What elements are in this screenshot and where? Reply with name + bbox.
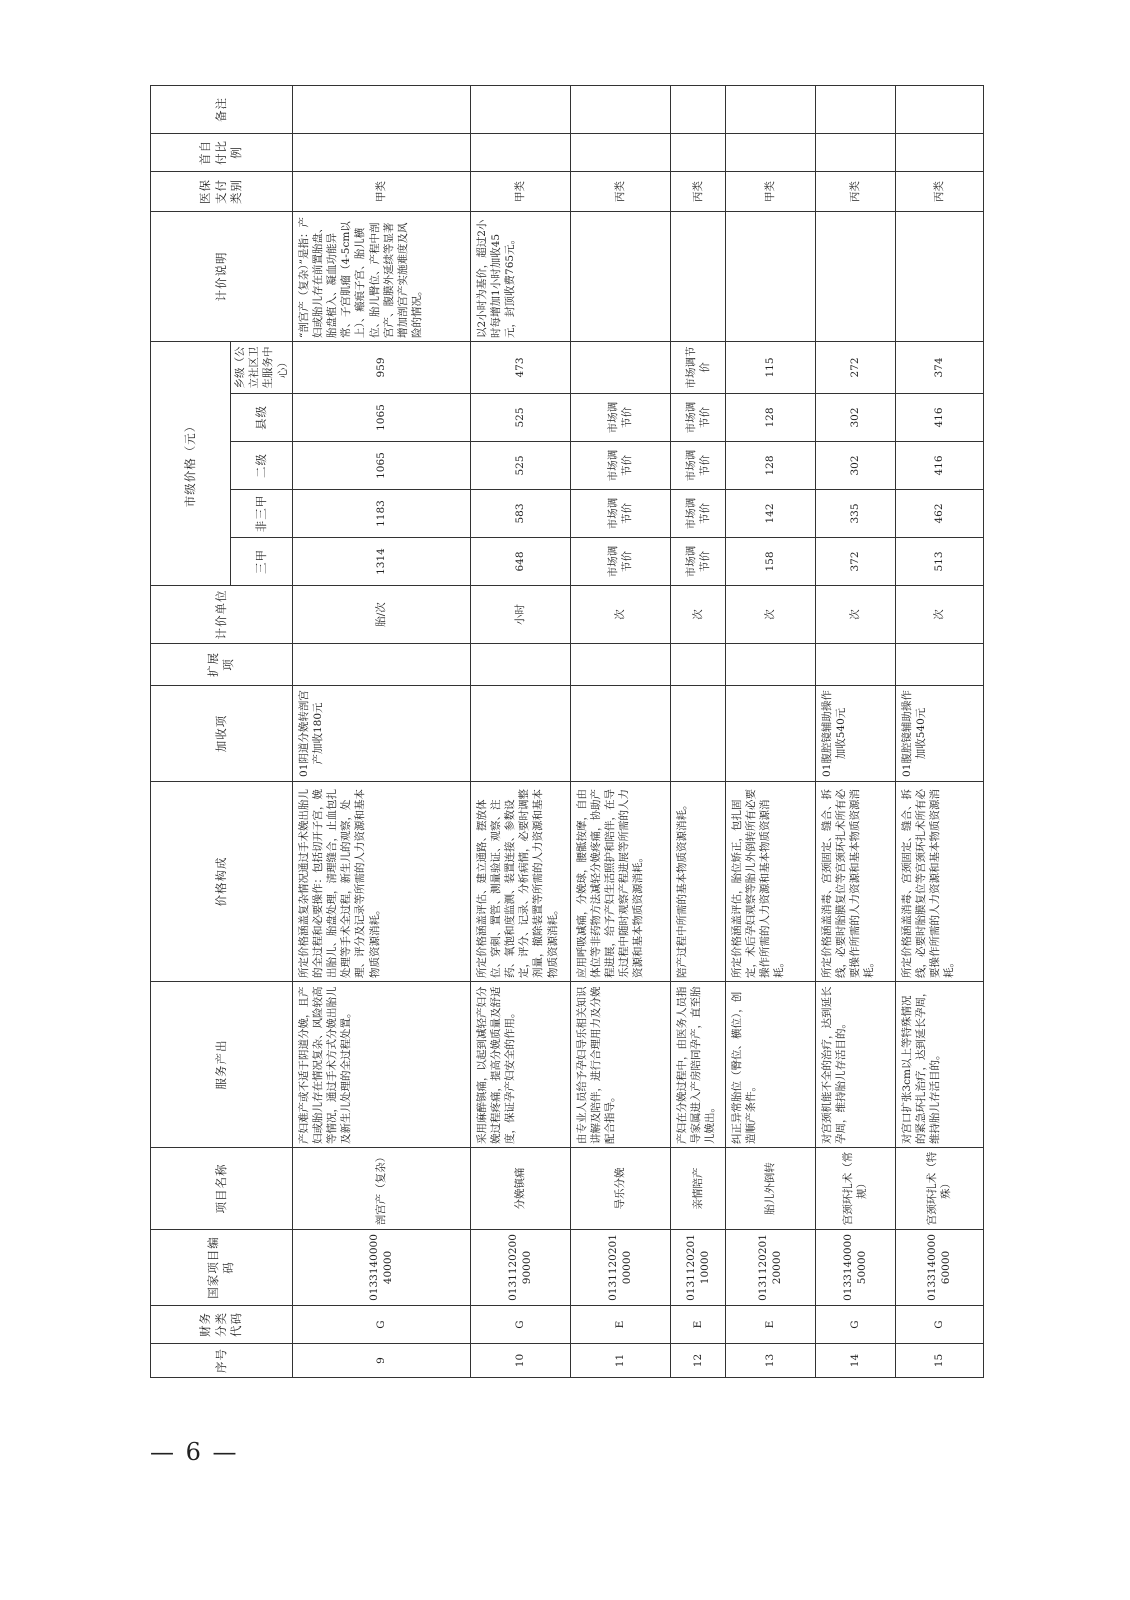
seq-cell: 10 <box>470 1344 570 1378</box>
header-fin-code: 财务分类代码 <box>151 1306 293 1344</box>
service-output-cell: 对宫颈机能不全的治疗，达到延长孕周，维持胎儿存活目的。 <box>815 982 895 1148</box>
seq-cell: 11 <box>570 1344 670 1378</box>
table-row <box>725 85 815 1377</box>
header-price-non3a: 非三甲 <box>231 490 293 538</box>
remark-cell <box>895 85 983 133</box>
seq-cell: 9 <box>292 1344 470 1378</box>
insurance-cell: 丙类 <box>670 171 725 211</box>
price-content-cell: 应用呼吸减痛，分娩球，腰骶按摩，自由体位等非药物方法减轻分娩疼痛，协助产程进展，给予产妇生活照护和陪伴，在导乐过程中随时观察产程进展等所需的人力资源和基本物质资源消耗。 <box>570 782 670 982</box>
header-seq: 序号 <box>151 1344 293 1378</box>
price-non3a-cell: 142 <box>725 490 815 538</box>
header-price-group: 市级价格（元） <box>151 341 231 585</box>
fin-code-cell: E <box>570 1306 670 1344</box>
header-national-code: 国家项目编码 <box>151 1230 293 1306</box>
price-township-cell: 959 <box>292 341 470 393</box>
price-level2-cell: 302 <box>815 442 895 490</box>
extra-charge-cell: 01腹腔镜辅助操作加收540元 <box>895 686 983 782</box>
extension-cell <box>292 644 470 686</box>
fin-code-cell: G <box>895 1306 983 1344</box>
price-content-cell: 所定价格涵盖评估，胎位矫正，包扎固定，术后孕妇观察等胎儿外倒转所有必要操作所需的人力资源和基本物质资源消耗。 <box>725 782 815 982</box>
rotated-price-table <box>150 98 976 1378</box>
header-price-3a: 三甲 <box>231 538 293 586</box>
note-cell <box>725 211 815 341</box>
unit-cell: 次 <box>815 586 895 644</box>
header-price-county: 县级 <box>231 394 293 442</box>
item-name-cell: 胎儿外倒转 <box>725 1148 815 1230</box>
price-county-cell: 1065 <box>292 394 470 442</box>
price-township-cell: 374 <box>895 341 983 393</box>
note-cell: “剖宫产（复杂）”是指：产妇或胎儿存在前置胎盘、胎盘植入、凝血功能异常、子宫肌瘤（4-5cm以上）、瘢痕子宫、胎儿横位、胎儿臀位、产程中剖宫产、腹膜外延续等显著增加剖宫产实施难度及风险的情况。 <box>292 211 470 341</box>
price-3a-cell: 1314 <box>292 538 470 586</box>
service-output-cell: 对宫口扩张3cm以上等特殊情况的紧急环扎治疗，达到延长孕周，维持胎儿存活目的。 <box>895 982 983 1148</box>
service-output-cell: 采用麻醉镇痛，以起到减轻产妇分娩过程疼痛，提高分娩质量及舒适度，保证孕产妇安全的作用。 <box>470 982 570 1148</box>
header-note: 计价说明 <box>151 211 293 341</box>
self-pay-cell <box>470 133 570 171</box>
extension-cell <box>895 644 983 686</box>
header-item-name: 项目名称 <box>151 1148 293 1230</box>
seq-cell: 14 <box>815 1344 895 1378</box>
insurance-cell: 甲类 <box>470 171 570 211</box>
fin-code-cell: E <box>725 1306 815 1344</box>
table-row <box>670 85 725 1377</box>
seq-cell: 12 <box>670 1344 725 1378</box>
unit-cell: 次 <box>670 586 725 644</box>
service-output-cell: 产妇在分娩过程中，由医务人员指导家属进入产房陪同孕产，直至胎儿娩出。 <box>670 982 725 1148</box>
fin-code-cell: G <box>815 1306 895 1344</box>
extra-charge-cell <box>570 686 670 782</box>
service-output-cell: 纠正异常胎位（臀位、横位），创造顺产条件。 <box>725 982 815 1148</box>
price-township-cell: 115 <box>725 341 815 393</box>
price-table <box>150 85 984 1378</box>
extension-cell <box>815 644 895 686</box>
national-code-cell: 013112020120000 <box>725 1230 815 1306</box>
price-3a-cell: 市场调节价 <box>670 538 725 586</box>
remark-cell <box>670 85 725 133</box>
page-number: — 6 — <box>150 1438 239 1466</box>
self-pay-cell <box>670 133 725 171</box>
national-code-cell: 013314000050000 <box>815 1230 895 1306</box>
national-code-cell: 013112020110000 <box>670 1230 725 1306</box>
table-row <box>815 85 895 1377</box>
price-level2-cell: 1065 <box>292 442 470 490</box>
price-county-cell: 525 <box>470 394 570 442</box>
header-price-content: 价格构成 <box>151 782 293 982</box>
header-service-output: 服务产出 <box>151 982 293 1148</box>
price-content-cell: 所定价格涵盖消毒、宫颈固定、缝合、拆线，必要时胎膜复位等宫颈环扎术所有必要操作所需的人力资源和基本物质资源消耗。 <box>895 782 983 982</box>
price-non3a-cell: 1183 <box>292 490 470 538</box>
header-remark: 备注 <box>151 85 293 133</box>
header-unit: 计价单位 <box>151 586 293 644</box>
price-county-cell: 302 <box>815 394 895 442</box>
price-non3a-cell: 462 <box>895 490 983 538</box>
price-3a-cell: 158 <box>725 538 815 586</box>
unit-cell: 次 <box>725 586 815 644</box>
table-row <box>470 85 570 1377</box>
national-code-cell: 013314000040000 <box>292 1230 470 1306</box>
unit-cell: 次 <box>570 586 670 644</box>
price-non3a-cell: 335 <box>815 490 895 538</box>
service-output-cell: 产妇难产或不适于阴道分娩，且产妇或胎儿存在情况复杂、风险较高等情况，通过手术方式分娩出胎儿及新生儿处理的全过程处置。 <box>292 982 470 1148</box>
self-pay-cell <box>570 133 670 171</box>
unit-cell: 胎/次 <box>292 586 470 644</box>
extra-charge-cell: 01腹腔镜辅助操作加收540元 <box>815 686 895 782</box>
extension-cell <box>725 644 815 686</box>
header-extension: 扩展项 <box>151 644 293 686</box>
price-non3a-cell: 市场调节价 <box>670 490 725 538</box>
remark-cell <box>470 85 570 133</box>
price-level2-cell: 128 <box>725 442 815 490</box>
extension-cell <box>470 644 570 686</box>
price-county-cell: 市场调节价 <box>670 394 725 442</box>
table-row <box>292 85 470 1377</box>
self-pay-cell <box>292 133 470 171</box>
remark-cell <box>815 85 895 133</box>
note-cell <box>895 211 983 341</box>
remark-cell <box>725 85 815 133</box>
service-output-cell: 由专业人员给予孕妇导乐相关知识讲解及陪伴，进行合理用力及分娩配合指导。 <box>570 982 670 1148</box>
extra-charge-cell <box>470 686 570 782</box>
table-row <box>570 85 670 1377</box>
table-row <box>895 85 983 1377</box>
unit-cell: 次 <box>895 586 983 644</box>
price-township-cell <box>570 341 670 393</box>
price-3a-cell: 513 <box>895 538 983 586</box>
price-level2-cell: 416 <box>895 442 983 490</box>
price-content-cell: 陪产过程中所需的基本物质资源消耗。 <box>670 782 725 982</box>
insurance-cell: 丙类 <box>570 171 670 211</box>
national-code-cell: 013314000060000 <box>895 1230 983 1306</box>
price-level2-cell: 市场调节价 <box>570 442 670 490</box>
header-insurance: 医保支付类别 <box>151 171 293 211</box>
self-pay-cell <box>815 133 895 171</box>
note-cell <box>570 211 670 341</box>
national-code-cell: 013112020100000 <box>570 1230 670 1306</box>
item-name-cell: 导乐分娩 <box>570 1148 670 1230</box>
price-3a-cell: 648 <box>470 538 570 586</box>
insurance-cell: 丙类 <box>815 171 895 211</box>
fin-code-cell: G <box>292 1306 470 1344</box>
price-township-cell: 272 <box>815 341 895 393</box>
header-price-level2: 二级 <box>231 442 293 490</box>
price-county-cell: 416 <box>895 394 983 442</box>
seq-cell: 13 <box>725 1344 815 1378</box>
remark-cell <box>292 85 470 133</box>
price-3a-cell: 372 <box>815 538 895 586</box>
price-level2-cell: 市场调节价 <box>670 442 725 490</box>
seq-cell: 15 <box>895 1344 983 1378</box>
unit-cell: 小时 <box>470 586 570 644</box>
price-content-cell: 所定价格涵盖消毒、宫颈固定、缝合、拆线，必要时胎膜复位等宫颈环扎术所有必要操作所需的人力资源和基本物质资源消耗。 <box>815 782 895 982</box>
price-level2-cell: 525 <box>470 442 570 490</box>
self-pay-cell <box>725 133 815 171</box>
extra-charge-cell <box>725 686 815 782</box>
note-cell: 以2小时为基价，超过2小时每增加1小时加收45元，封顶收费765元。 <box>470 211 570 341</box>
price-non3a-cell: 583 <box>470 490 570 538</box>
price-county-cell: 市场调节价 <box>570 394 670 442</box>
extension-cell <box>670 644 725 686</box>
remark-cell <box>570 85 670 133</box>
self-pay-cell <box>895 133 983 171</box>
national-code-cell: 013112020090000 <box>470 1230 570 1306</box>
item-name-cell: 亲情陪产 <box>670 1148 725 1230</box>
note-cell <box>670 211 725 341</box>
price-township-cell: 市场调节价 <box>670 341 725 393</box>
header-extra-charge: 加收项 <box>151 686 293 782</box>
extra-charge-cell: 01阴道分娩转剖宫产加收180元 <box>292 686 470 782</box>
item-name-cell: 分娩镇痛 <box>470 1148 570 1230</box>
price-3a-cell: 市场调节价 <box>570 538 670 586</box>
header-self-pay: 首自付比例 <box>151 133 293 171</box>
insurance-cell: 丙类 <box>895 171 983 211</box>
extension-cell <box>570 644 670 686</box>
extra-charge-cell <box>670 686 725 782</box>
insurance-cell: 甲类 <box>725 171 815 211</box>
item-name-cell: 宫颈环扎术（特殊） <box>895 1148 983 1230</box>
note-cell <box>815 211 895 341</box>
item-name-cell: 宫颈环扎术（常规） <box>815 1148 895 1230</box>
price-non3a-cell: 市场调节价 <box>570 490 670 538</box>
price-township-cell: 473 <box>470 341 570 393</box>
header-price-township: 乡级（公立社区卫生服务中心） <box>231 341 293 393</box>
insurance-cell: 甲类 <box>292 171 470 211</box>
price-county-cell: 128 <box>725 394 815 442</box>
fin-code-cell: E <box>670 1306 725 1344</box>
price-content-cell: 所定价格涵盖评估、建立通路、摆放体位、穿刺、置管、测量验证、观察、注药、氧饱和度监测、装置连接、参数设定，评分、记录、分析病情，必要时调整剂量，撤除装置等所需的人力资源和基本物质资源消耗。 <box>470 782 570 982</box>
fin-code-cell: G <box>470 1306 570 1344</box>
item-name-cell: 剖宫产（复杂） <box>292 1148 470 1230</box>
price-content-cell: 所定价格涵盖复杂情况通过手术娩出胎儿的全过程和必要操作：包括切开子宫，娩出胎儿、胎盘处理，清理缝合，止血包扎处理等手术全过程，新生儿的观察，处理、评分及记录等所需的人力资源和基本物质资源消耗。 <box>292 782 470 982</box>
